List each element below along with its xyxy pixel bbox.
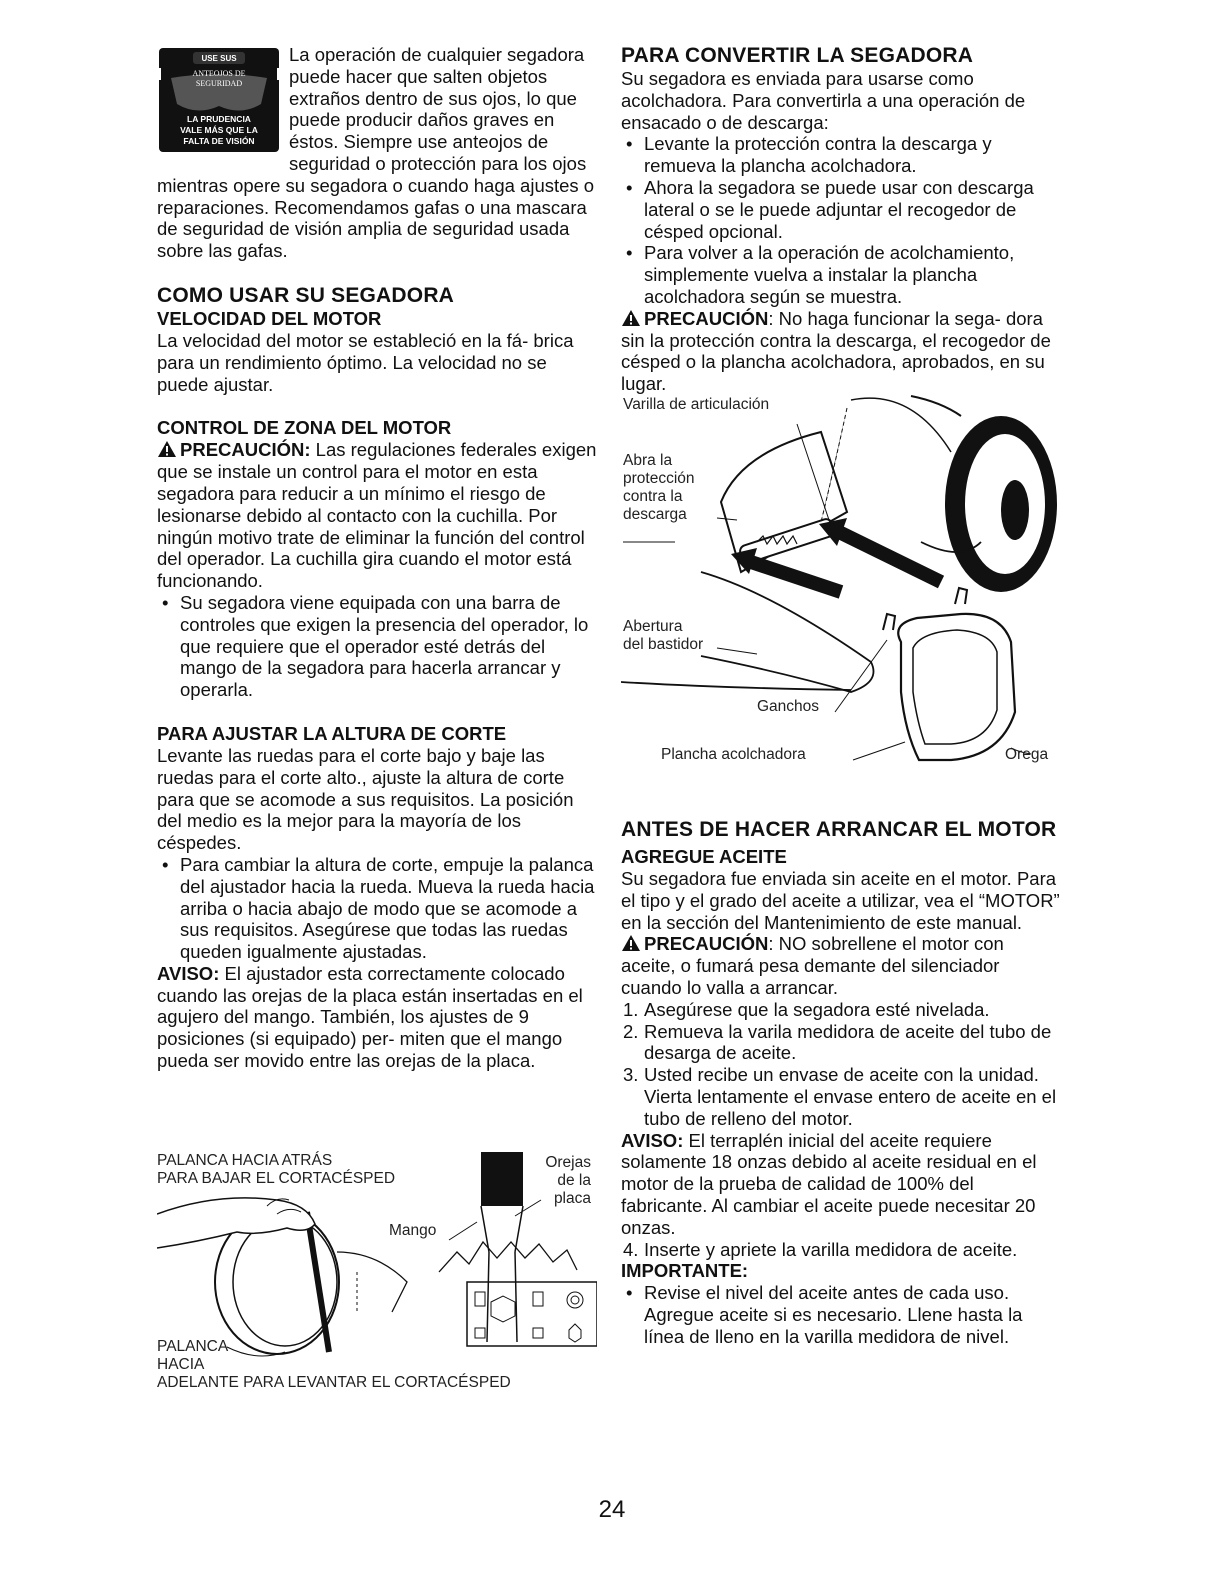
cut-height-title: PARA AJUSTAR LA ALTURA DE CORTE bbox=[157, 722, 507, 744]
important-bullet: • Revise el nivel del aceite antes de cada uso. Agregue aceite si es necesario. Llene hasta la línea de lleno en la varilla medidora de nivel. bbox=[621, 1282, 1061, 1347]
ear-label: Orega bbox=[1005, 746, 1049, 763]
convert-bullet-1: • Levante la protección contra la descarga y remueva la plancha acolchadora. bbox=[621, 133, 1061, 177]
warning-icon bbox=[621, 934, 641, 952]
convert-bullets bbox=[621, 133, 1061, 307]
oil-step bbox=[621, 1064, 1061, 1129]
open-guard-label bbox=[623, 452, 695, 524]
engine-speed-text: La velocidad del motor se estableció en la fá- brica para un rendimiento óptimo. La velocidad no se puede ajustar. bbox=[157, 329, 574, 395]
mulch-plate-label: Plancha acolchadora bbox=[661, 746, 806, 763]
important-title: IMPORTANTE: bbox=[621, 1260, 749, 1282]
convert-text: Su segadora es enviada para usarse como acolchadora. Para convertirla a una operación de ensacado o de descarga: bbox=[621, 68, 1026, 133]
oil-caution bbox=[621, 933, 1061, 998]
zone-caution bbox=[157, 439, 597, 592]
height-adjuster-figure bbox=[157, 1152, 597, 1402]
section-title-use: COMO USAR SU SEGADORA bbox=[157, 283, 455, 307]
safety-intro: La operación de cualquier segadora puede hacer que salten objetos extraños dentro de sus ojos, lo que puede producir daños graves en éstos. Siempre use anteojos de seguridad o protección para los ojos mientras opere su segadora o cuando haga ajustes o reparaciones. Recomendamos gafas o una mascara de seguridad de visión amplia de seguridad usada sobre las gafas. bbox=[157, 44, 595, 262]
frame-opening-line1: Abertura bbox=[623, 618, 683, 635]
convert-caution-label: PRECAUCIÓN bbox=[644, 307, 769, 329]
oil-step bbox=[621, 1021, 1061, 1065]
step-text: Remueva la varila medidora de aceite del tubo de desarga de aceite. bbox=[644, 1020, 1052, 1064]
convert-bullet-3: • Para volver a la operación de acolchamiento, simplemente vuelva a instalar la plancha acolchadora según se muestra. bbox=[621, 242, 1061, 307]
step-number: 2. bbox=[623, 1020, 639, 1042]
right-column-lower bbox=[621, 818, 1061, 1348]
badge-line5: VALE MÁS QUE LA bbox=[180, 125, 258, 135]
oil-step bbox=[621, 1239, 1061, 1261]
add-oil-text: Su segadora fue enviada sin aceite en el motor. Para el tipo y el grado del aceite a utilizar, vea el “MOTOR” en la sección del Mantenimiento de este manual. bbox=[621, 868, 1060, 933]
notice-text: El ajustador esta correctamente colocado cuando las orejas de la placa están insertadas en el agujero del mango. También, los ajustes de 9 posiciones (si equipado) per- miten que el mango pueda ser movido entre las orejas de la placa. bbox=[157, 962, 583, 1072]
zone-control-title: CONTROL DE ZONA DEL MOTOR bbox=[157, 417, 452, 439]
rod-label: Varilla de articulación bbox=[623, 396, 770, 413]
before-start-title: ANTES DE HACER ARRANCAR EL MOTOR bbox=[621, 818, 1057, 841]
frame-opening-line2: del bastidor bbox=[623, 636, 704, 653]
cut-height-text: Levante las ruedas para el corte bajo y baje las ruedas para el corte alto., ajuste la altura de corte para que se acomode a sus requisitos. La posición del medio es la mejor para la mayoría de los céspedes. bbox=[157, 744, 574, 854]
convert-caution-text: : No haga funcionar la sega- dora sin la protección contra la descarga, el recogedor de césped o la plancha acolchadora, aprobados, en su lugar. bbox=[621, 307, 1051, 395]
zone-caution-label: PRECAUCIÓN: bbox=[180, 439, 311, 461]
open-guard-line2: protección bbox=[623, 470, 695, 487]
plate-ears-line1: Orejas bbox=[545, 1154, 591, 1171]
convert-bullet-2: • Ahora la segadora se puede usar con descarga lateral o se le puede adjuntar el recogedor de césped opcional. bbox=[621, 177, 1061, 242]
convert-caution bbox=[621, 308, 1061, 395]
step-number: 1. bbox=[623, 998, 639, 1020]
zone-caution-text: Las regulaciones federales exigen que se instale un control para el motor en esta segadora para reducir a un mínimo el riesgo de lesionarse debido al contacto con la cuchilla. Por ningún motivo trate de eliminar la función del control del operador. La cuchilla gira cuando el motor está funcionando. bbox=[157, 439, 597, 592]
oil-caution-text: : NO sobrellene el motor con aceite, o fumará pesa demante del silenciador cuando lo valla a arrancar. bbox=[621, 933, 1004, 998]
safety-glasses-icon bbox=[157, 46, 281, 154]
mulch-plate-illustration bbox=[621, 392, 1061, 776]
oil-notice-label: AVISO: bbox=[621, 1129, 684, 1151]
badge-line6: FALTA DE VISIÓN bbox=[183, 136, 255, 146]
open-guard-line4: descarga bbox=[623, 506, 687, 523]
oil-caution-label: PRECAUCIÓN bbox=[644, 933, 769, 955]
left-column bbox=[157, 44, 597, 1072]
plate-ears-line3: placa bbox=[553, 1190, 591, 1207]
lever-back-line2: PARA BAJAR EL CORTACÉSPED bbox=[157, 1170, 396, 1187]
convert-title: PARA CONVERTIR LA SEGADORA bbox=[621, 44, 974, 67]
handle-label: Mango bbox=[389, 1222, 437, 1239]
lever-forward-line2: HACIA bbox=[157, 1356, 205, 1373]
safety-glasses-badge bbox=[157, 46, 281, 154]
warning-icon bbox=[157, 440, 177, 458]
zone-bullet: • Su segadora viene equipada con una barra de controles que exigen la presencia del operador, lo que requiere que el operador esté detrás del mango de la segadora para hacerla arrancar y operarla. bbox=[157, 592, 597, 701]
step-number: 4. bbox=[623, 1238, 639, 1260]
oil-notice bbox=[621, 1130, 1061, 1239]
cut-height-notice bbox=[157, 963, 597, 1072]
frame-opening-label bbox=[623, 618, 703, 654]
warning-icon bbox=[621, 309, 641, 327]
step-text: Inserte y apriete la varilla medidora de aceite. bbox=[644, 1238, 1018, 1260]
engine-speed-title: VELOCIDAD DEL MOTOR bbox=[157, 307, 382, 329]
lever-back-line1: PALANCA HACIA ATRÁS bbox=[157, 1152, 333, 1169]
open-guard-line3: contra la bbox=[623, 488, 683, 505]
page-number: 24 bbox=[598, 1496, 626, 1523]
plate-ears-line2: de la bbox=[557, 1172, 591, 1189]
step-number: 3. bbox=[623, 1064, 639, 1086]
plate-ears-label bbox=[527, 1154, 591, 1208]
oil-notice-text: El terraplén inicial del aceite requiere solamente 18 onzas debido al aceite residual en el motor de la prueba de calidad de 100% del fabricante. Al cambiar el aceite puede necesitar 20 onzas. bbox=[621, 1129, 1037, 1238]
lever-back-label bbox=[157, 1152, 395, 1188]
add-oil-title: AGREGUE ACEITE bbox=[621, 846, 787, 867]
badge-line1: USE SUS bbox=[201, 54, 237, 63]
open-guard-line1: Abra la bbox=[623, 452, 673, 469]
step-text: Asegúrese que la segadora esté nivelada. bbox=[644, 998, 990, 1020]
lever-forward-line1: PALANCA bbox=[157, 1338, 229, 1355]
notice-label: AVISO: bbox=[157, 962, 220, 984]
oil-steps-b bbox=[621, 1239, 1061, 1261]
badge-line3: SEGURIDAD bbox=[195, 79, 243, 88]
step-text: Usted recibe un envase de aceite con la unidad. Vierta lentamente el envase entero de aceite en el tubo de relleno del motor. bbox=[644, 1064, 1057, 1129]
hooks-label: Ganchos bbox=[757, 698, 820, 715]
lever-forward-line3: ADELANTE PARA LEVANTAR EL CORTACÉSPED bbox=[157, 1374, 511, 1391]
oil-step bbox=[621, 999, 1061, 1021]
cut-height-bullet: • Para cambiar la altura de corte, empuje la palanca del ajustador hacia la rueda. Mueva la rueda hacia arriba o hacia abajo de modo que se acomode a sus requisitos. Asegúrese que todas las ruedas queden igualmente ajustadas. bbox=[157, 854, 597, 963]
badge-line2: ANTEOJOS DE bbox=[192, 69, 246, 78]
oil-steps-a bbox=[621, 999, 1061, 1130]
badge-line4: LA PRUDENCIA bbox=[187, 114, 251, 124]
mulch-plate-figure bbox=[621, 392, 1061, 776]
lever-forward-label bbox=[157, 1338, 511, 1392]
right-column bbox=[621, 44, 1061, 395]
